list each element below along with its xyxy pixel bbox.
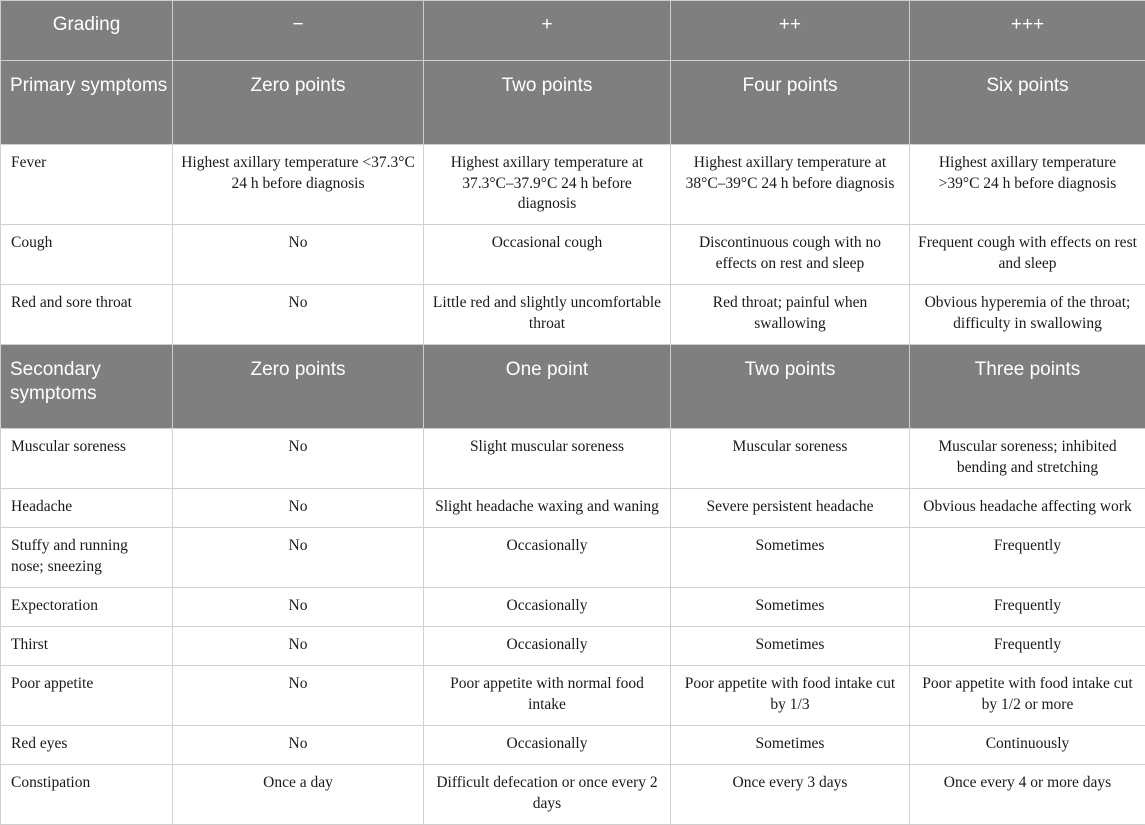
grade-cell: Sometimes <box>671 726 910 765</box>
grade-cell: Frequently <box>910 588 1145 627</box>
table-row <box>1 726 1145 765</box>
grade-cell: Muscular soreness; inhibited bending and stretching <box>910 429 1145 489</box>
table-row <box>1 627 1145 666</box>
grade-cell: Highest axillary temperature at 38°C–39°C 24 h before diagnosis <box>671 145 910 225</box>
grade-cell: No <box>173 528 424 588</box>
grade-cell: Severe persistent headache <box>671 489 910 528</box>
symptom-label: Constipation <box>1 765 173 825</box>
grade-cell: Discontinuous cough with no effects on rest and sleep <box>671 225 910 285</box>
symptom-label: Red eyes <box>1 726 173 765</box>
primary-points-2: Four points <box>671 61 910 145</box>
grade-cell: Highest axillary temperature at 37.3°C–37.9°C 24 h before diagnosis <box>424 145 671 225</box>
symptom-label: Expectoration <box>1 588 173 627</box>
grade-cell: Continuously <box>910 726 1145 765</box>
grade-cell: Frequently <box>910 528 1145 588</box>
table-row <box>1 285 1145 345</box>
grade-cell: Slight headache waxing and waning <box>424 489 671 528</box>
table-row <box>1 489 1145 528</box>
grade-cell: Occasionally <box>424 528 671 588</box>
secondary-points-1: One point <box>424 345 671 429</box>
grade-cell: No <box>173 726 424 765</box>
grade-cell: Red throat; painful when swallowing <box>671 285 910 345</box>
grade-cell: Highest axillary temperature <37.3°C 24 h before diagnosis <box>173 145 424 225</box>
grade-cell: Occasional cough <box>424 225 671 285</box>
secondary-points-3: Three points <box>910 345 1145 429</box>
grade-cell: No <box>173 429 424 489</box>
grade-cell: Muscular soreness <box>671 429 910 489</box>
grade-cell: No <box>173 285 424 345</box>
table-row <box>1 765 1145 825</box>
grade-cell: Once every 3 days <box>671 765 910 825</box>
grade-cell: Obvious hyperemia of the throat; difficulty in swallowing <box>910 285 1145 345</box>
grade-level-mild: + <box>424 1 671 61</box>
grade-cell: Once every 4 or more days <box>910 765 1145 825</box>
symptom-label: Poor appetite <box>1 666 173 726</box>
secondary-points-0: Zero points <box>173 345 424 429</box>
grade-level-none: − <box>173 1 424 61</box>
grade-cell: Poor appetite with normal food intake <box>424 666 671 726</box>
grade-cell: Slight muscular soreness <box>424 429 671 489</box>
grade-cell: Occasionally <box>424 627 671 666</box>
grade-cell: Occasionally <box>424 588 671 627</box>
grade-cell: Once a day <box>173 765 424 825</box>
grade-cell: Little red and slightly uncomfortable throat <box>424 285 671 345</box>
table-row <box>1 429 1145 489</box>
grade-cell: Sometimes <box>671 588 910 627</box>
grade-level-moderate: ++ <box>671 1 910 61</box>
table-row <box>1 225 1145 285</box>
grading-header-row <box>1 1 1145 61</box>
symptom-label: Headache <box>1 489 173 528</box>
grade-cell: Difficult defecation or once every 2 days <box>424 765 671 825</box>
grade-cell: No <box>173 588 424 627</box>
secondary-section-title: Secondary symptoms <box>1 345 173 429</box>
symptom-label: Muscular soreness <box>1 429 173 489</box>
grading-label: Grading <box>1 1 173 61</box>
symptom-label: Stuffy and running nose; sneezing <box>1 528 173 588</box>
symptom-label: Red and sore throat <box>1 285 173 345</box>
grade-cell: Sometimes <box>671 528 910 588</box>
primary-section-header <box>1 61 1145 145</box>
grade-cell: Frequently <box>910 627 1145 666</box>
primary-points-3: Six points <box>910 61 1145 145</box>
grade-cell: No <box>173 225 424 285</box>
primary-points-0: Zero points <box>173 61 424 145</box>
grade-cell: No <box>173 489 424 528</box>
table-row <box>1 666 1145 726</box>
grade-cell: Obvious headache affecting work <box>910 489 1145 528</box>
grade-cell: Sometimes <box>671 627 910 666</box>
table-row <box>1 145 1145 225</box>
grade-cell: Highest axillary temperature >39°C 24 h before diagnosis <box>910 145 1145 225</box>
grade-level-severe: +++ <box>910 1 1145 61</box>
secondary-points-2: Two points <box>671 345 910 429</box>
table-row <box>1 588 1145 627</box>
primary-section-title: Primary symptoms <box>1 61 173 145</box>
grade-cell: Poor appetite with food intake cut by 1/3 <box>671 666 910 726</box>
grade-cell: No <box>173 666 424 726</box>
grade-cell: Frequent cough with effects on rest and sleep <box>910 225 1145 285</box>
table-row <box>1 528 1145 588</box>
primary-points-1: Two points <box>424 61 671 145</box>
secondary-section-header <box>1 345 1145 429</box>
symptom-label: Cough <box>1 225 173 285</box>
grade-cell: Poor appetite with food intake cut by 1/2 or more <box>910 666 1145 726</box>
grade-cell: No <box>173 627 424 666</box>
symptom-label: Fever <box>1 145 173 225</box>
grade-cell: Occasionally <box>424 726 671 765</box>
symptom-label: Thirst <box>1 627 173 666</box>
